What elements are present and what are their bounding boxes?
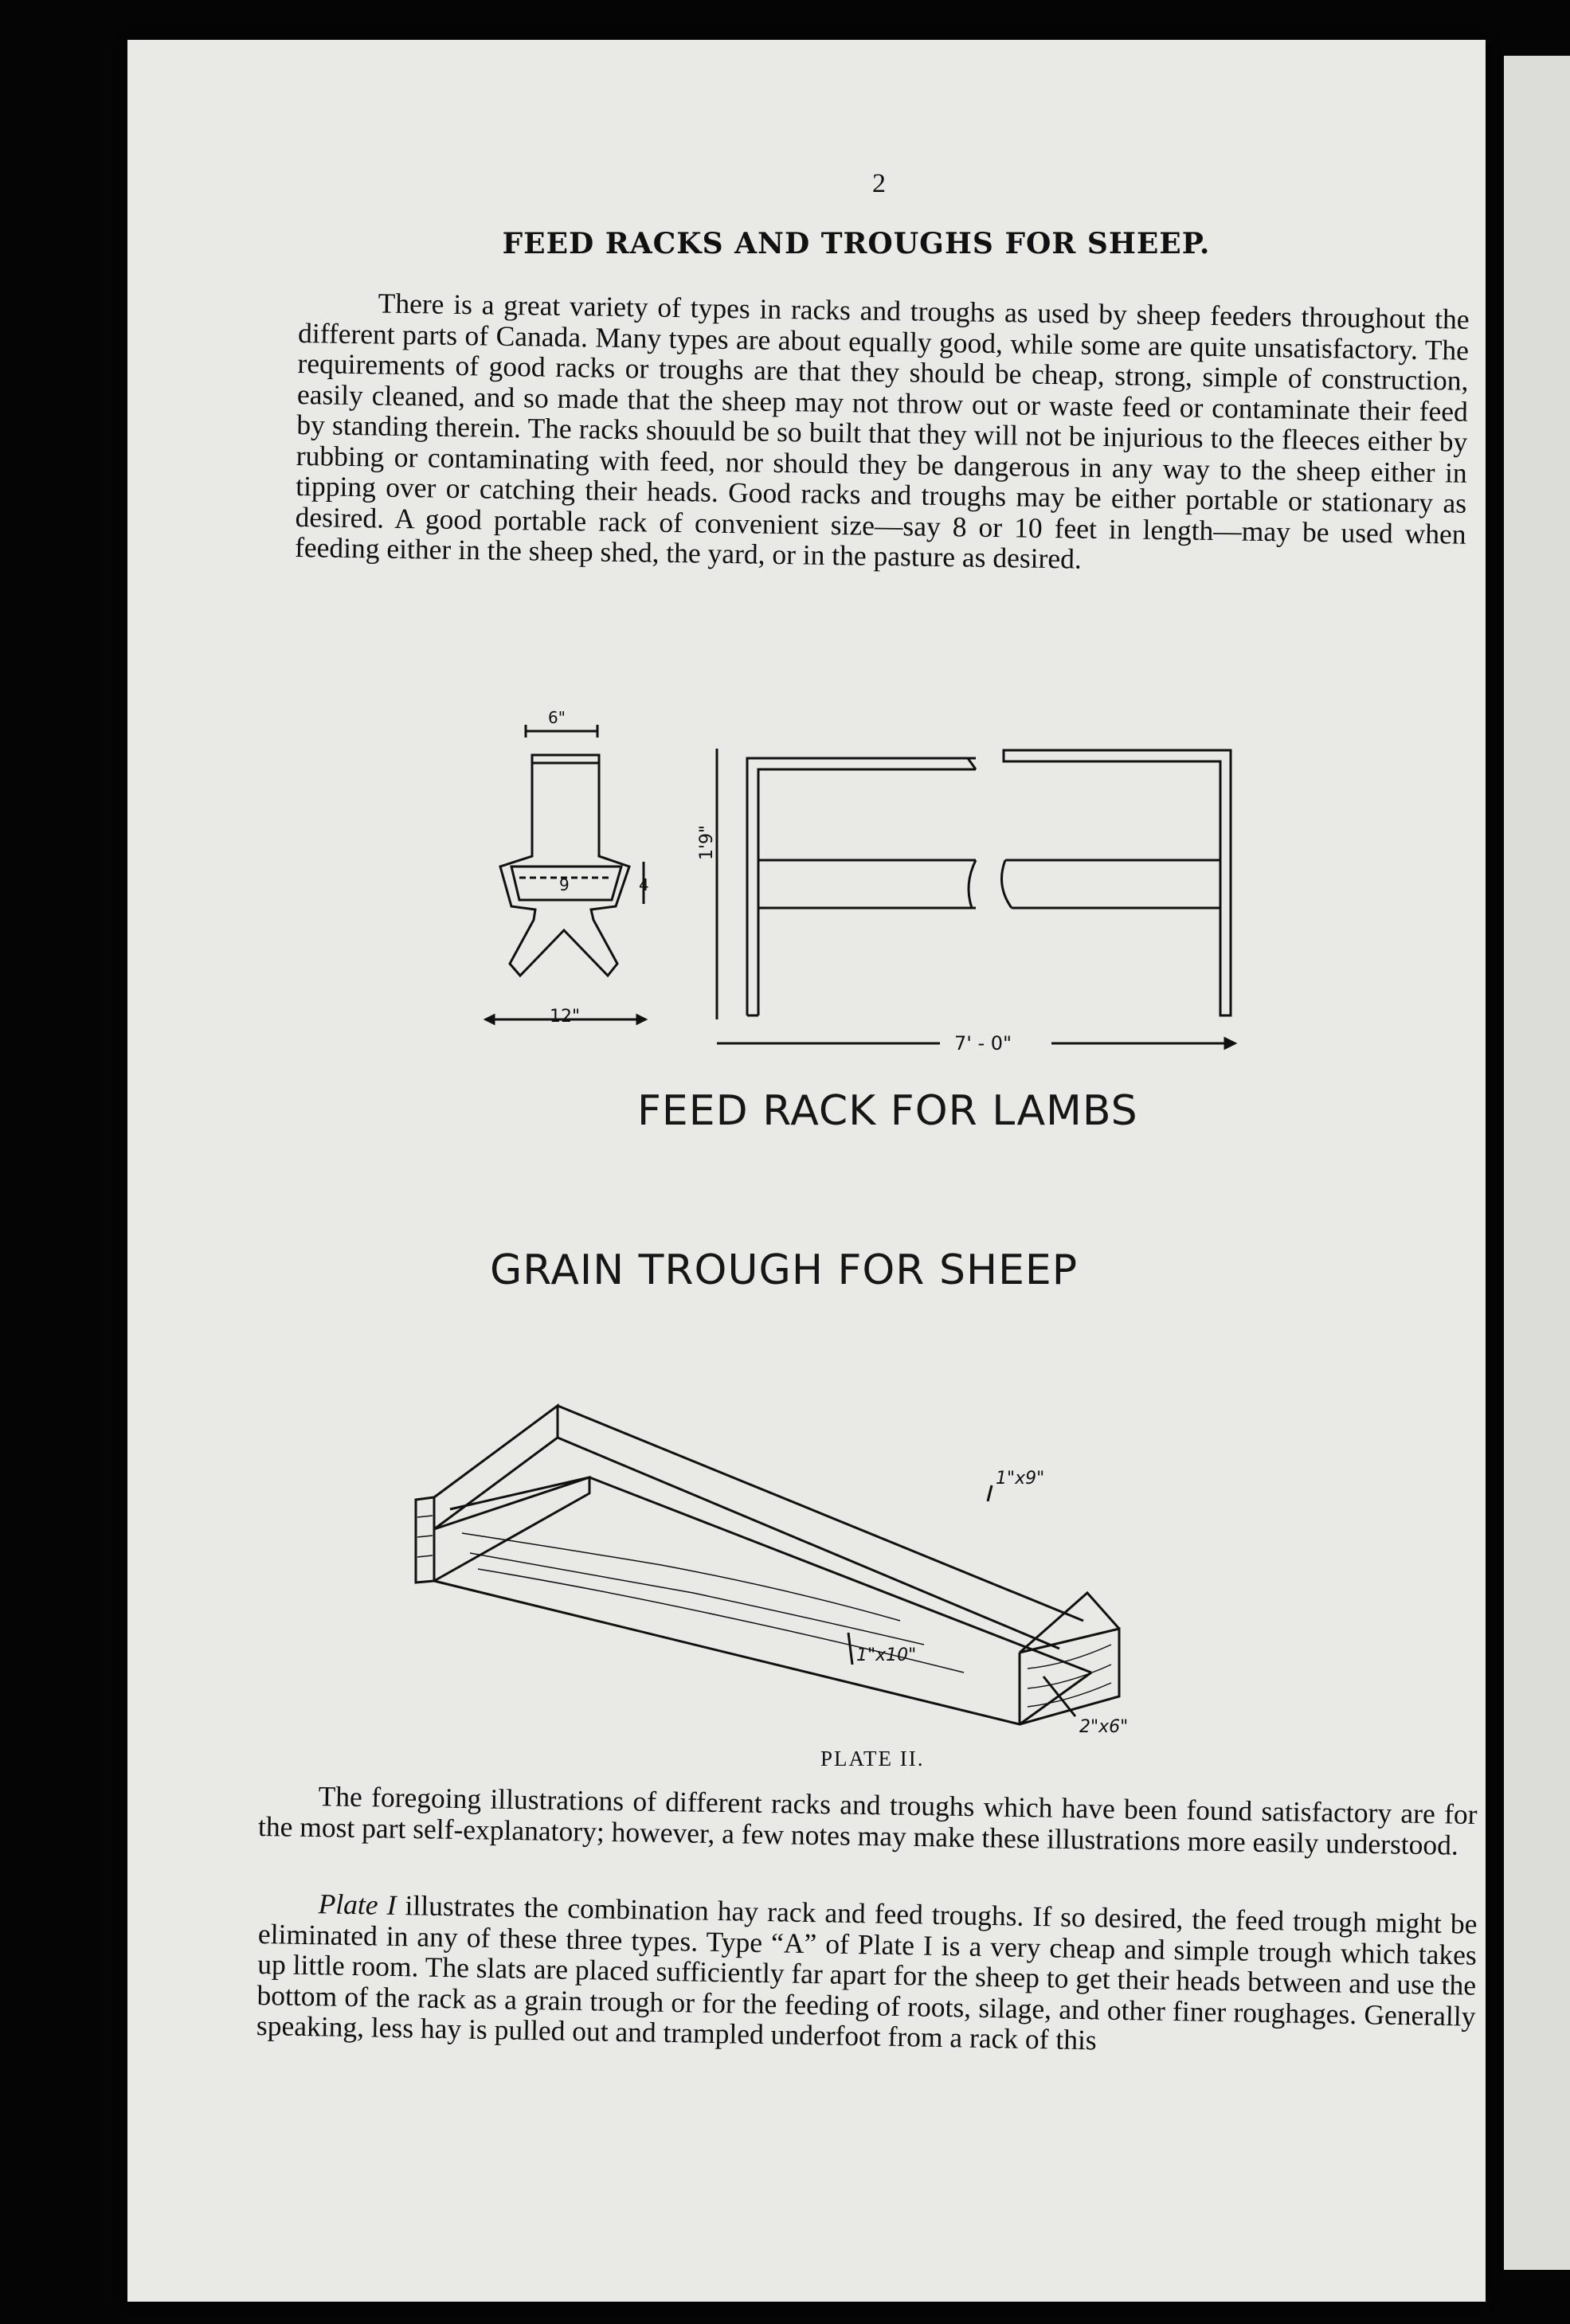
dim-end: 2"x6" — [1079, 1717, 1129, 1737]
plate-label: PLATE II. — [820, 1747, 925, 1770]
plate-reference: Plate I — [318, 1888, 397, 1922]
lamb-rack-end-view — [470, 709, 669, 1043]
intro-paragraph: There is a great variety of types in racks and troughs as used by sheep feeders throughout the different parts of Canada. Many types are about equally good, while some are quite unsatisfactory. The requirements of good racks or troughs are that they should be cheap, strong, simple of construction, easily cleaned, and so made that the sheep may not throw out or waste feed or contaminate their feed by standing therein. The racks shouuld be so built that they will not be injurious to the fleeces either by rubbing or contaminating with feed, nor should they be dangerous in any way to the sheep either in tipping over or catching their heads. Good racks and troughs may be either portable or stationary as desired. A good portable rack of convenient size—say 8 or 10 feet in length—may be used when feeding either in the sheep shed, the yard, or in the pasture as desired. — [294, 287, 1470, 575]
dim-inner-width: 9 — [559, 875, 570, 894]
dim-height: 1'9" — [697, 824, 717, 860]
grain-trough-drawing — [406, 1390, 1322, 1748]
paragraph-plate-one-text: illustrates the combination hay rack and feed troughs. If so desired, the feed trough might be eliminated in any of these three types. Type “A” of Plate I is a very cheap and simple trough which takes up little room. The slats are placed sufficiently far apart for the sheep to get their heads between and use the bottom of the rack as a grain trough or for the feeding of roots, silage, and other finer roughages. Generally speaking, less hay is pulled out and trampled underfoot from a rack of this — [256, 1889, 1478, 2056]
dim-rail: 1"x9" — [996, 1469, 1045, 1489]
caption-feed-rack-lambs: FEED RACK FOR LAMBS — [637, 1087, 1138, 1135]
dim-depth: 4 — [639, 875, 649, 894]
dim-bottom-width: 12" — [550, 1007, 581, 1027]
page-heading: FEED RACKS AND TROUGHS FOR SHEEP. — [502, 227, 1211, 260]
caption-grain-trough-sheep: GRAIN TROUGH FOR SHEEP — [490, 1246, 1079, 1294]
dim-side: 1"x10" — [856, 1645, 917, 1665]
paragraph-foregoing-illustrations: The foregoing illustrations of different racks and troughs which have been found satisfactory are for the most part self-explanatory; however, a few notes may make these illustrations more easily understood. — [257, 1780, 1478, 1861]
facing-page-edge — [1504, 56, 1570, 2270]
paragraph-plate-one — [256, 1888, 1478, 2062]
dim-length: 7' - 0" — [954, 1032, 1012, 1054]
page-number: 2 — [872, 169, 886, 198]
dim-top-width: 6" — [548, 708, 566, 727]
lamb-rack-side-view — [697, 741, 1290, 1067]
